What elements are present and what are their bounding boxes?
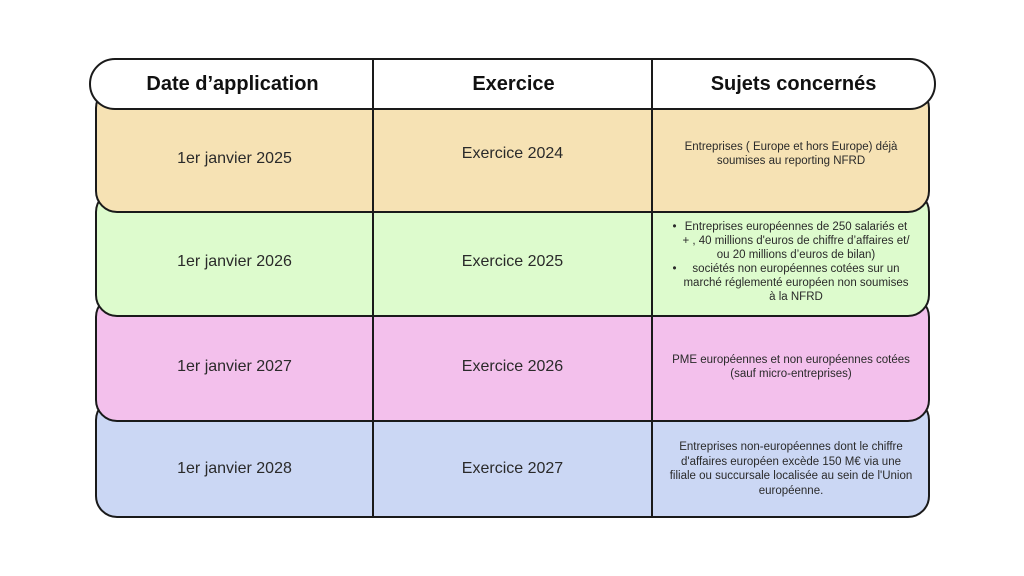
header-exercice: Exercice	[472, 72, 555, 95]
sujets-line: européenne.	[758, 484, 824, 497]
exercice-cell: Exercice 2024	[461, 145, 564, 162]
sujets-line: marché réglementé européen non soumises	[683, 277, 909, 289]
sujets-line: ou 20 millions d’euros de bilan)	[716, 249, 876, 261]
sujets-cell	[660, 212, 922, 312]
sujets-line: + , 40 millions d'euros de chiffre d’affaires et/	[682, 235, 910, 247]
date-cell: 1er janvier 2025	[177, 150, 292, 167]
header-date: Date d’application	[146, 72, 319, 95]
bullet-item	[672, 262, 909, 304]
sujets-line: d'affaires européen excède 150 M€ via une	[681, 455, 901, 468]
sujets-line: filiale ou succursale localisée au sein de l'Union	[669, 470, 913, 482]
sujets-line: • sociétés non européennes cotées sur un	[692, 263, 900, 275]
column-divider	[651, 58, 653, 518]
exercice-cell: Exercice 2027	[461, 460, 564, 477]
header-sujets: Sujets concernés	[710, 72, 877, 95]
sujets-line: • Entreprises européennes de 250 salariés et	[684, 221, 908, 233]
sujets-line: soumises au reporting NFRD	[716, 155, 866, 167]
sujets-cell	[660, 422, 922, 516]
sujets-line: PME européennes et non européennes cotées	[672, 353, 910, 366]
sujets-bullet-list	[672, 220, 909, 304]
sujets-line: à la NFRD	[769, 291, 823, 303]
sujets-line: (sauf micro-entreprises)	[730, 368, 852, 380]
sujets-line: Entreprises non-européennes dont le chiffre	[679, 441, 903, 453]
sujets-cell	[660, 104, 922, 204]
exercice-cell: Exercice 2025	[461, 253, 564, 270]
date-cell: 1er janvier 2027	[177, 358, 292, 375]
sujets-line: Entreprises ( Europe et hors Europe) déjà	[684, 140, 898, 153]
exercice-cell: Exercice 2026	[461, 358, 564, 375]
bullet-item	[672, 220, 909, 262]
table-header	[89, 58, 936, 110]
date-cell: 1er janvier 2028	[177, 460, 292, 477]
date-cell: 1er janvier 2026	[177, 253, 292, 270]
sujets-cell	[660, 316, 922, 418]
